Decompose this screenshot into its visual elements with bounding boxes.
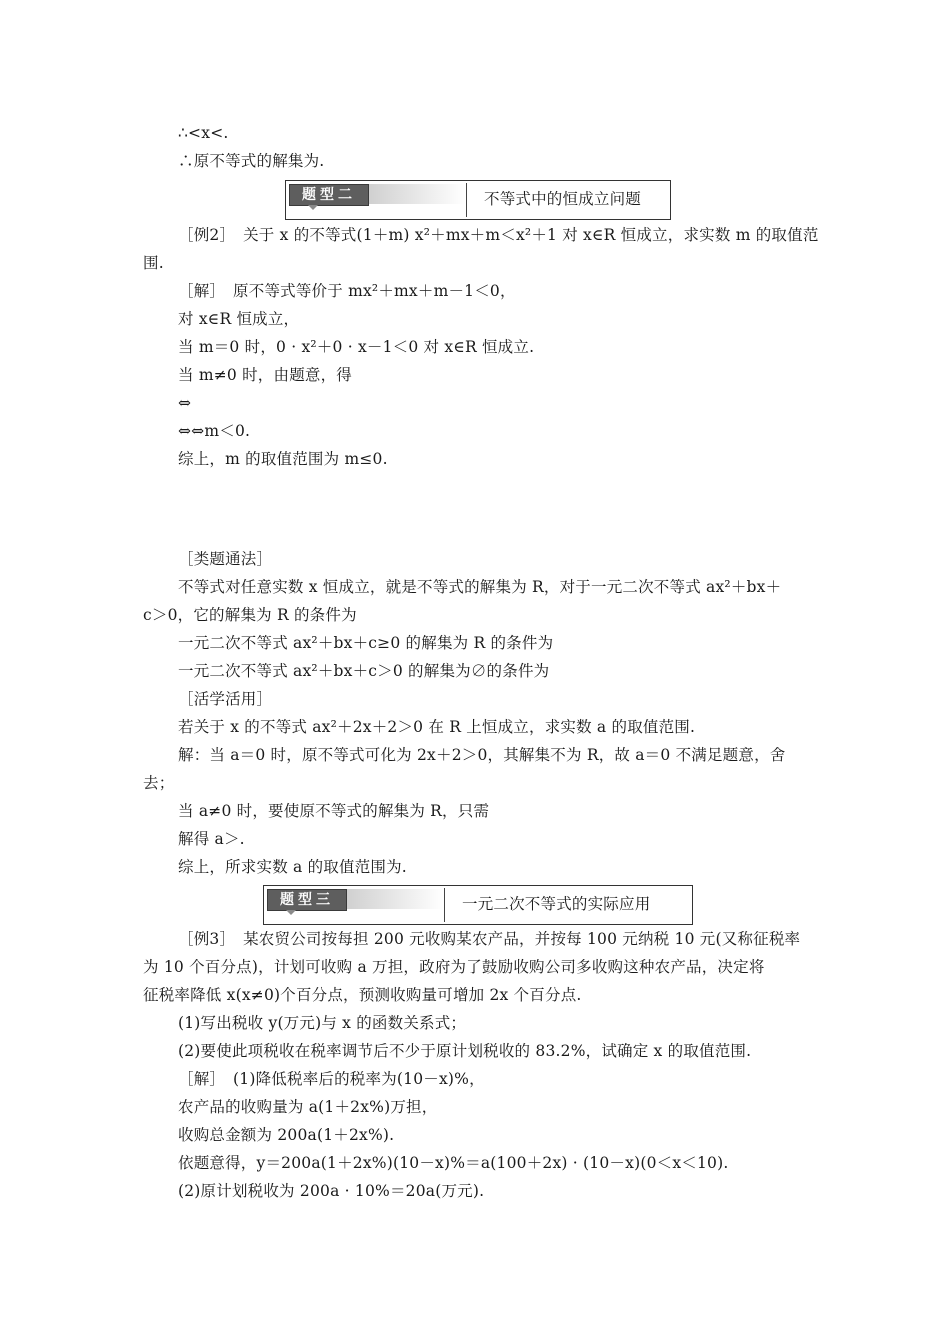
text-line: 去； bbox=[143, 774, 175, 792]
text-line: 不等式对任意实数 x 恒成立，就是不等式的解集为 R，对于一元二次不等式 ax²＋bx＋ bbox=[178, 578, 782, 596]
tag-pointer-icon bbox=[308, 205, 318, 210]
banner-divider bbox=[444, 888, 445, 922]
section-tag: 题型二 bbox=[289, 184, 369, 206]
text-line: 当 m≠0 时，由题意，得 bbox=[178, 366, 353, 384]
text-line: 依题意得，y＝200a(1＋2x%)(10－x)%＝a(100＋2x) · (10－x)(0＜x＜10). bbox=[178, 1154, 729, 1172]
text-line: 农产品的收购量为 a(1＋2x%)万担， bbox=[178, 1098, 438, 1116]
text-line: 为 10 个百分点)，计划可收购 a 万担，政府为了鼓励收购公司多收购这种农产品，决定将 bbox=[143, 958, 765, 976]
section-banner-2 bbox=[285, 180, 671, 220]
text-line: 一元二次不等式 ax²＋bx＋c＞0 的解集为∅的条件为 bbox=[178, 662, 550, 680]
text-line: (1)写出税收 y(万元)与 x 的函数关系式； bbox=[178, 1014, 467, 1032]
section-title: 一元二次不等式的实际应用 bbox=[462, 895, 651, 913]
text-line: 征税率降低 x(x≠0)个百分点，预测收购量可增加 2x 个百分点. bbox=[143, 986, 582, 1004]
text-line: ［例2］ 关于 x 的不等式(1＋m) x²＋mx＋m＜x²＋1 对 x∈R 恒成立，求实数 m 的取值范 bbox=[178, 226, 819, 244]
text-line: ［解］ 原不等式等价于 mx²＋mx＋m－1＜0， bbox=[178, 282, 516, 300]
text-line: 解得 a＞. bbox=[178, 830, 245, 848]
text-line: ∴<x<. bbox=[178, 124, 229, 142]
text-line: 解：当 a＝0 时，原不等式可化为 2x＋2＞0，其解集不为 R，故 a＝0 不满足题意，舍 bbox=[178, 746, 786, 764]
text-line: 当 m＝0 时，0 · x²＋0 · x－1＜0 对 x∈R 恒成立. bbox=[178, 338, 535, 356]
text-line: ［活学活用］ bbox=[178, 690, 273, 708]
text-line: ⇔ bbox=[178, 394, 192, 412]
text-line: 当 a≠0 时，要使原不等式的解集为 R，只需 bbox=[178, 802, 490, 820]
banner-gradient bbox=[369, 184, 465, 204]
text-line: 一元二次不等式 ax²＋bx＋c≥0 的解集为 R 的条件为 bbox=[178, 634, 554, 652]
text-line: 对 x∈R 恒成立， bbox=[178, 310, 300, 328]
text-line: ⇔⇔m＜0. bbox=[178, 422, 251, 440]
section-title: 不等式中的恒成立问题 bbox=[484, 190, 642, 208]
text-line: 若关于 x 的不等式 ax²＋2x＋2＞0 在 R 上恒成立，求实数 a 的取值范围. bbox=[178, 718, 696, 736]
banner-divider bbox=[466, 183, 467, 217]
text-line: ［例3］ 某农贸公司按每担 200 元收购某农产品，并按每 100 元纳税 10 元(又称征税率 bbox=[178, 930, 801, 948]
text-line: 综上，m 的取值范围为 m≤0. bbox=[178, 450, 388, 468]
tag-pointer-icon bbox=[286, 910, 296, 915]
text-line: ［解］ (1)降低税率后的税率为(10－x)%， bbox=[178, 1070, 485, 1088]
text-line: (2)原计划税收为 200a · 10%＝20a(万元). bbox=[178, 1182, 485, 1200]
text-line: ∴原不等式的解集为. bbox=[178, 152, 325, 170]
text-line: 综上，所求实数 a 的取值范围为. bbox=[178, 858, 407, 876]
section-banner-3 bbox=[263, 885, 693, 925]
text-line: 收购总金额为 200a(1＋2x%). bbox=[178, 1126, 395, 1144]
text-line: c＞0，它的解集为 R 的条件为 bbox=[143, 606, 357, 624]
section-tag: 题型三 bbox=[267, 889, 347, 911]
text-line: ［类题通法］ bbox=[178, 550, 273, 568]
text-line: (2)要使此项税收在税率调节后不少于原计划税收的 83.2%，试确定 x 的取值范围. bbox=[178, 1042, 752, 1060]
banner-gradient bbox=[347, 889, 443, 909]
text-line: 围. bbox=[143, 254, 164, 272]
